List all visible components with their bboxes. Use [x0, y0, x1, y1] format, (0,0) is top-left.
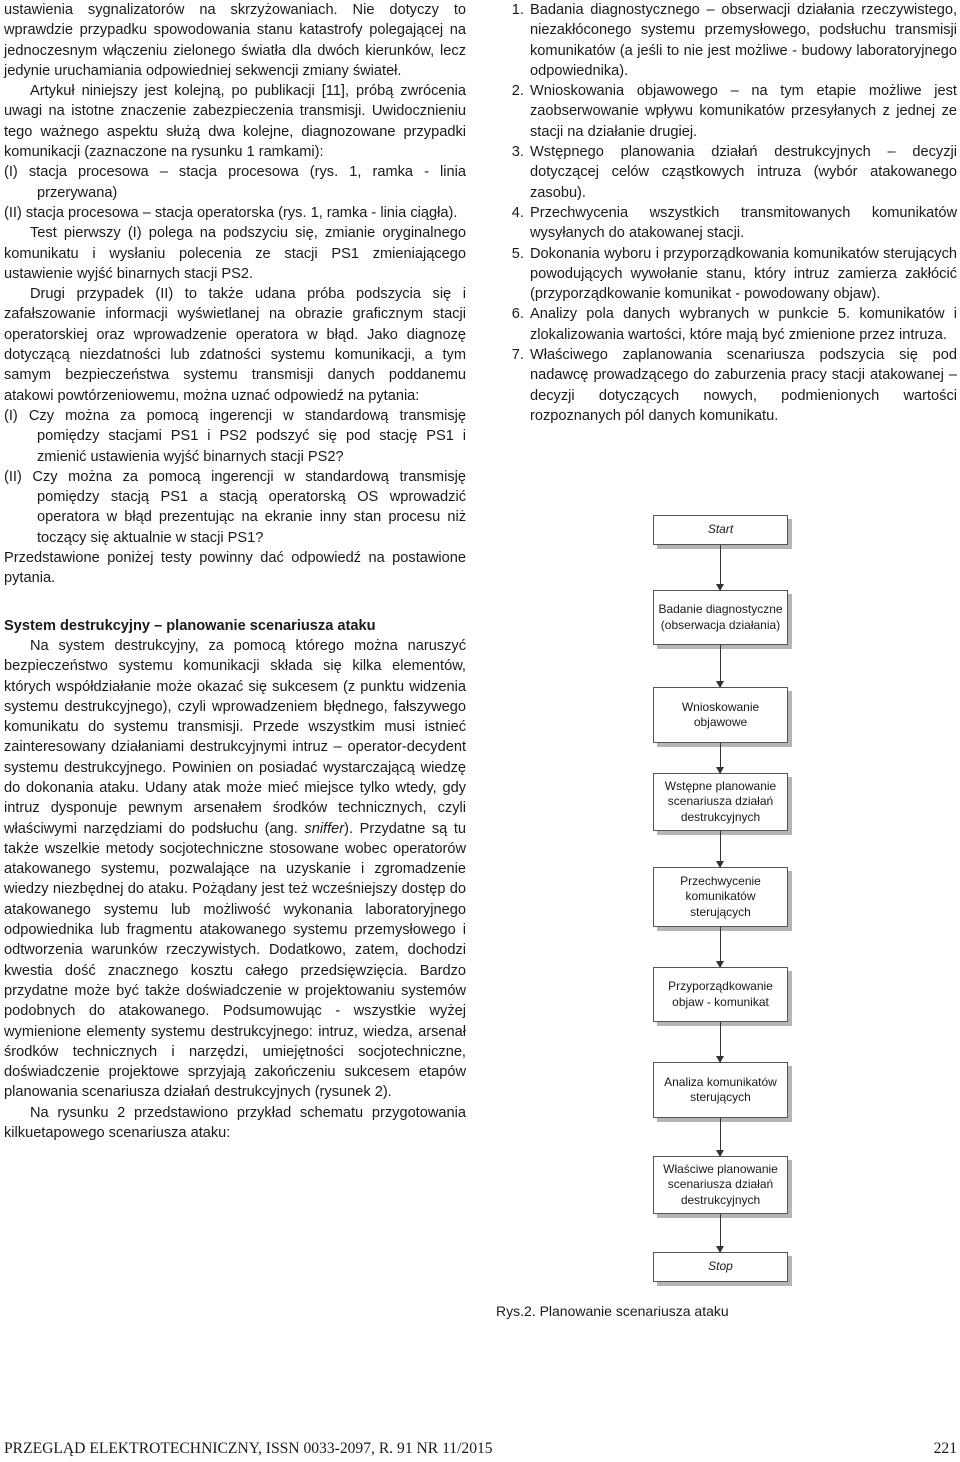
paragraph-destructive-system-part2: ). Przydatne są tu także wszelkie metody socjotechniczne stosowane wobec operatorów atakowanego systemu, pozwalające na uzyskanie i zgromadzenie wiedzy niezbędnej do ataku. Pożądany jest też wcześniejszy dostęp do atakowanego systemu lub możliwość wykonania laboratoryjnego odpowiednika lub fragmentu atakowanego systemu przemysłowego i odtworzenia warunków rzeczywistych. Dodatkowo, zatem, dochodzi kwestia dość znacznego kosztu całego przedsięwzięcia. Bardzo przydatne może być także doświadczenie w projektowaniu systemów podobnych do atakowanego. Podsumowując - wszystkie wyżej wymienione elementy systemu destrukcyjnego: intruz, wiedza, arsenał środków technicznych i narzędzi, umiejętności socjotechniczne, doświadczenie projektowe sprzyjają zakończeniu sukcesem etapów planowania scenariusza działań destrukcyjnych (rysunek 2).	[4, 820, 466, 1101]
paragraph-test-one: Test pierwszy (I) polega na podszyciu się, zmianie oryginalnego komunikatu i wysłaniu polecenia ze stacji PS1 zmieniającego ustawienie wyjść binarnych stacji PS2.	[4, 225, 466, 282]
paragraph-figure-intro: Na rysunku 2 przedstawiono przykład schematu przygotowania kilkuetapowego scenariusza ataku:	[4, 1104, 466, 1142]
question-2: (II) Czy można za pomocą ingerencji w standardową transmisję pomiędzy stacją PS1 a stacją operatorską OS wprowadzić operatora w błąd prezentując na ekranie inny stan procesu niż toczący się aktualnie w stacji PS1?	[4, 468, 466, 546]
scenario-step: 4. Przechwycenia wszystkich transmitowanych komunikatów wysyłanych do atakowanej stacji.	[528, 203, 957, 244]
scenario-step: 6. Analizy pola danych wybranych w punkcie 5. komunikatów i zlokalizowania wartości, które mają być zmienione przez intruza.	[528, 304, 957, 345]
scenario-step: 2. Wnioskowania objawowego – na tym etapie możliwe jest zaobserwowanie wpływu komunikatów przesyłanych z jednej ze stacji na działanie drugiej.	[528, 81, 957, 142]
paragraph-destructive-system	[4, 636, 466, 1103]
paragraph-case-two: Drugi przypadek (II) to także udana próba podszycia się i zafałszowanie informacji wyświetlanej na obrazie graficznym stacji operatorskiej oraz wprowadzenie operatora w błąd. Jako diagnozę dotyczącą niezdatności lub zdatności systemu komunikacji, a tym samym bezpieczeństwa systemu transmisji danych poddanemu atakowi powtórzeniowemu, można uznać odpowiedź na pytania:	[4, 286, 466, 404]
case-item-2: (II) stacja procesowa – stacja operatorska (rys. 1, ramka - linia ciągła).	[4, 204, 458, 221]
flowchart-arrow	[720, 545, 721, 590]
section-heading: System destrukcyjny – planowanie scenariusza ataku	[4, 617, 376, 634]
scenario-steps-list	[494, 0, 957, 426]
question-1: (I) Czy można za pomocą ingerencji w standardową transmisję pomiędzy stacjami PS1 i PS2 podszyć się pod stację PS1 i zmienić ustawienia wyjść binarnych stacji PS2?	[4, 407, 466, 465]
page-footer	[4, 1439, 957, 1459]
paragraph-intro: ustawienia sygnalizatorów na skrzyżowaniach. Nie dotyczy to wprawdzie przypadku spowodowania stanu katastrofy polegającej na jednoczesnym włączeniu zielonego światła dla dwóch kierunków, lecz jedynie uruchamiania odpowiedniej sekwencji zmiany świateł.	[4, 2, 466, 79]
flowchart-arrow	[720, 927, 721, 967]
scenario-step: 1. Badania diagnostycznego – obserwacji działania rzeczywistego, niezakłóconego systemu przemysłowego, podsłuchu transmisji komunikatów (a jeśli to nie jest możliwe - budowy laboratoryjnego odpowiednika).	[528, 0, 957, 81]
scenario-step: 7. Właściwego zaplanowania scenariusza podszycia się pod nadawcę prowadzącego do zaburzenia pracy stacji atakowanej – decyzji dotyczących nowych, podmienionych wartości rozpoznanych pól danych komunikatu.	[528, 345, 957, 426]
paragraph-destructive-system-part1: Na system destrukcyjny, za pomocą którego można naruszyć bezpieczeństwo systemu komunikacji składa się kilka elementów, których współdziałanie może okazać się sukcesem (z punktu widzenia systemu destrukcyjnego), czyli wprowadzeniem błędnego, fałszywego komunikatu do systemu transmisji. Przede wszystkim musi istnieć zainteresowany działaniami destrukcyjnymi intruz – operator-decydent systemu destrukcyjnego. Powinien on posiadać wystarczającą wiedzę do dokonania ataku. Udany atak może mieć miejsce tylko wtedy, gdy intruz dysponuje pewnym arsenałem środków technicznych, czyli właściwymi narzędziami do podsłuchu (ang.	[4, 637, 466, 837]
paragraph-tests-answer: Przedstawione poniżej testy powinny dać odpowiedź na postawione pytania.	[4, 550, 466, 587]
flowchart-arrow	[720, 1022, 721, 1062]
flowchart-step-preliminary-plan: Wstępne planowanie scenariusza działań destrukcyjnych	[653, 773, 788, 831]
flowchart-arrow	[720, 645, 721, 687]
flowchart-arrow	[720, 1118, 721, 1156]
flowchart-arrow	[720, 831, 721, 867]
flowchart-step-analysis: Analiza komunikatów sterujących	[653, 1062, 788, 1118]
flowchart-step-assignment: Przyporządkowanie objaw - komunikat	[653, 967, 788, 1022]
page-number: 221	[933, 1440, 957, 1457]
sniffer-term: sniffer	[304, 820, 345, 837]
figure-caption: Rys.2. Planowanie scenariusza ataku	[496, 1303, 729, 1319]
scenario-step: 3. Wstępnego planowania działań destrukcyjnych – decyzji dotyczącej celów cząstkowych intruza (wybór atakowanego zasobu).	[528, 142, 957, 203]
flowchart-step-diagnostic: Badanie diagnostyczne (obserwacja działania)	[653, 590, 788, 645]
scenario-step: 5. Dokonania wyboru i przyporządkowania komunikatów sterujących powodujących wywołanie stanu, który intruz zamierza zakłócić (przyporządkowanie komunikat - powodowany objaw).	[528, 244, 957, 305]
paragraph-article-purpose: Artykuł niniejszy jest kolejną, po publikacji [11], próbą zwrócenia uwagi na istotne znaczenie zabezpieczenia transmisji. Uwidocznieniu tego ważnego aspektu służą dwa kolejne, diagnozowane przypadki komunikacji (zaznaczone na rysunku 1 ramkami):	[4, 83, 466, 161]
journal-info: PRZEGLĄD ELEKTROTECHNICZNY, ISSN 0033-2097, R. 91 NR 11/2015	[4, 1440, 493, 1457]
case-item-1: (I) stacja procesowa – stacja procesowa (rys. 1, ramka - linia przerywana)	[4, 164, 466, 201]
right-column	[494, 0, 957, 426]
flowchart-stop: Stop	[653, 1252, 788, 1282]
left-column	[4, 0, 466, 1143]
flowchart-step-inference: Wnioskowanie objawowe	[653, 687, 788, 743]
flowchart-arrow	[720, 1214, 721, 1252]
flowchart-step-interception: Przechwycenie komunikatów sterujących	[653, 867, 788, 927]
flowchart-start: Start	[653, 515, 788, 545]
attack-planning-flowchart	[620, 515, 840, 1300]
flowchart-arrow	[720, 743, 721, 773]
flowchart-step-final-plan: Właściwe planowanie scenariusza działań destrukcyjnych	[653, 1156, 788, 1214]
